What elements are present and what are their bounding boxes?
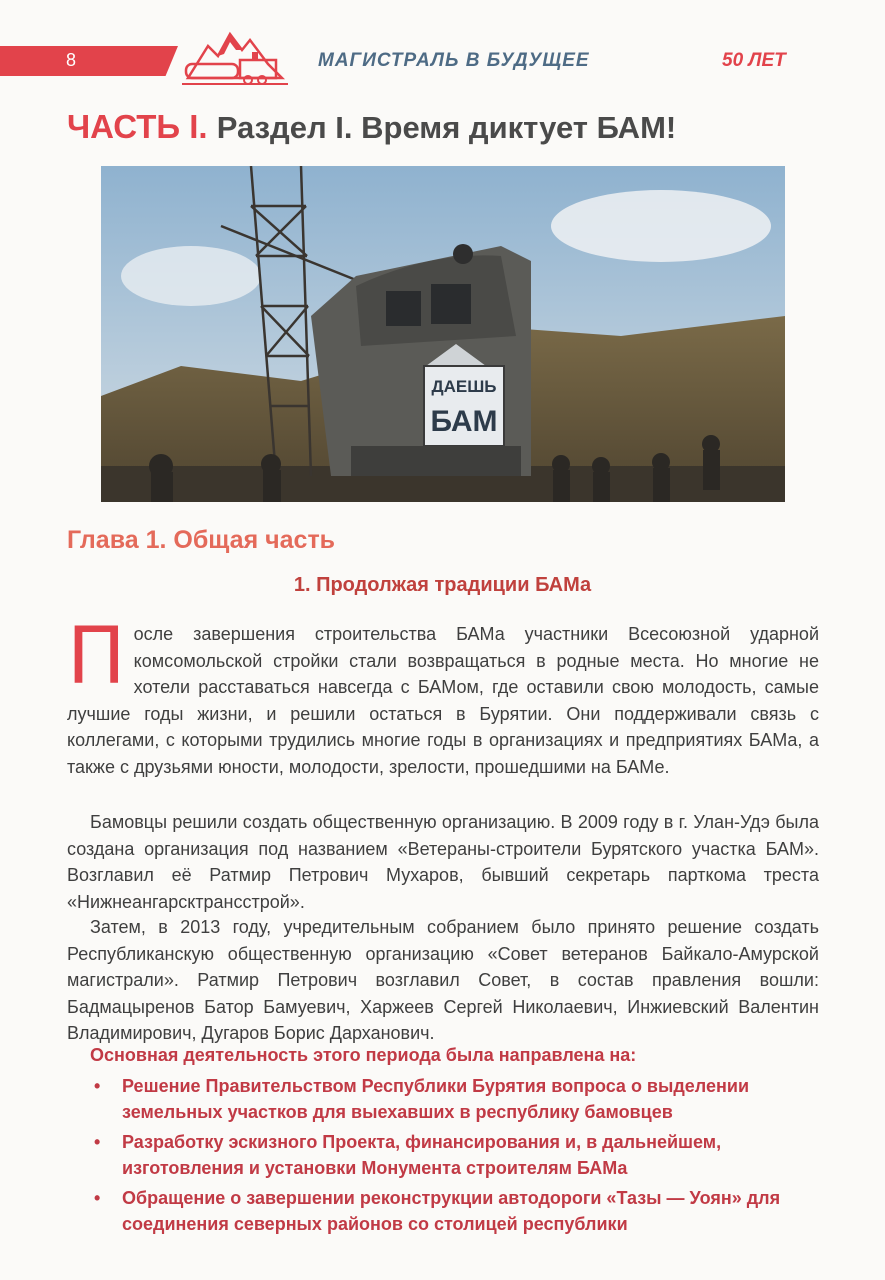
page-header	[0, 44, 885, 84]
publication-title: МАГИСТРАЛЬ В БУДУЩЕЕ	[318, 50, 590, 71]
paragraph-3: Затем, в 2013 году, учредительным собранием было принято решение создать Республиканскую общественную организацию «Совет ветеранов Байкало-Амурской магистрали». Ратмир Петрович возглавил Совет, в состав правления вошли: Бадмацыренов Батор Бамуевич, Харжеев Сергей Николаевич, Инжиевский Валентин Владимирович, Дугаров Борис Дарханович.	[67, 917, 819, 1043]
anniversary-label: 50 ЛЕТ	[722, 50, 786, 71]
bullet-icon: •	[94, 1076, 101, 1096]
bam-locomotive-photo	[101, 166, 785, 502]
paragraph-1-text: осле завершения строительства БАМа участники Всесоюзной ударной комсомольской стройки стали возвращаться в родные места. Но многие не хотели расставаться навсегда с БАМом, где оставили свою молодость, самые лучшие годы жизни, и решили остаться в Бурятии. Они поддерживали связь с коллегами, с которыми трудились многие годы в организациях и предприятиях БАМа, а также с друзьями юности, молодости, зрелости, прошедшими на БАМе.	[67, 624, 819, 777]
page-number: 8	[66, 50, 77, 70]
part-heading	[67, 108, 676, 146]
drop-cap: П	[67, 612, 126, 702]
bullet-icon: •	[94, 1188, 101, 1208]
section-subheading: 1. Продолжая традиции БАМа	[293, 574, 592, 596]
paragraph-2: Бамовцы решили создать общественную организацию. В 2009 году в г. Улан-Удэ была создана организация под названием «Ветераны-строители Бурятского участка БАМ». Возглавил её Ратмир Петрович Мухаров, бывший секретарь парткома треста «Нижнеангарсктрансстрой».	[67, 812, 819, 912]
activities-heading: Основная деятельность этого периода была направлена на:	[90, 1045, 637, 1065]
chapter-heading: Глава 1. Общая часть	[67, 526, 336, 554]
page-number-tab	[0, 46, 178, 76]
list-item: • Обращение о завершении реконструкции автодороги «Тазы — Уоян» для соединения северных районов со столицей республики	[90, 1185, 830, 1237]
photo-sign-line2: БАМ	[430, 405, 498, 438]
train-mountains-logo-icon	[178, 26, 294, 86]
list-item: • Разработку эскизного Проекта, финансирования и, в дальнейшем, изготовления и установки Монумента строителям БАМа	[90, 1129, 830, 1181]
part-label: ЧАСТЬ I.	[67, 108, 208, 145]
bullet-icon: •	[94, 1132, 101, 1152]
section-heading: Раздел I. Время диктует БАМ!	[216, 110, 677, 145]
activities-list	[90, 1073, 830, 1241]
photo-sign-line1: ДАЕШЬ	[431, 377, 497, 396]
paragraph-1	[67, 612, 819, 780]
list-item: • Решение Правительством Республики Бурятия вопроса о выделении земельных участков для выехавших в республику бамовцев	[90, 1073, 830, 1125]
